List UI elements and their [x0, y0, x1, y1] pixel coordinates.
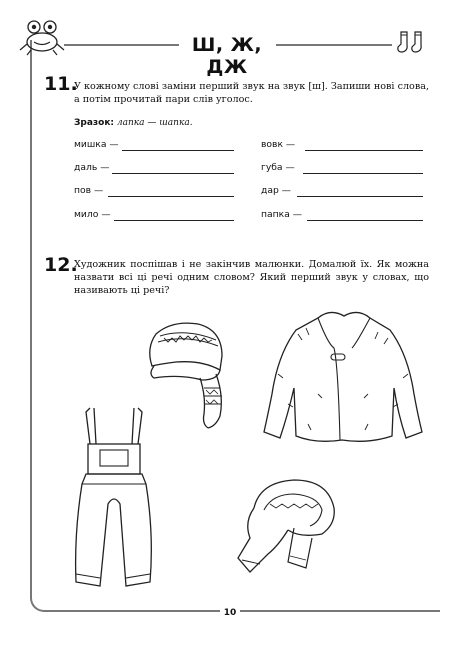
sample-text: лапка — шапка. — [116, 118, 193, 128]
task-12-number: 12. — [44, 254, 78, 276]
answer-blank-dal[interactable] — [112, 173, 234, 174]
word-pov: пов — — [74, 185, 104, 196]
answer-blank-dar[interactable] — [297, 196, 423, 197]
overalls-drawing[interactable] — [64, 404, 164, 596]
word-papka: папка — — [261, 209, 302, 220]
sample-line — [74, 118, 193, 128]
scarf-drawing[interactable] — [230, 468, 348, 578]
page-title: Ш, Ж, ДЖ — [191, 34, 263, 78]
answer-blank-vovk[interactable] — [305, 150, 423, 151]
word-dal: даль — — [74, 162, 110, 173]
word-dar: дар — — [261, 185, 291, 196]
word-guba: губа — — [261, 162, 295, 173]
answer-blank-mishka[interactable] — [122, 150, 234, 151]
page-number: 10 — [220, 608, 240, 622]
answer-blank-papka[interactable] — [307, 220, 423, 221]
task-12-text: Художник поспішав і не закінчив малюнки. Домалюй їх. Як можна назвати всі ці речі одним словом? Який перший звук у словах, що називають ці речі? — [74, 259, 429, 296]
frog-icon — [17, 14, 67, 56]
fur-coat-drawing[interactable] — [258, 304, 428, 448]
task-11-text: У кожному слові заміни перший звук на звук [ш]. Запиши нові слова, а потім прочитай пари слів уголос. — [74, 81, 429, 105]
socks-icon — [396, 30, 430, 56]
task-11-number: 11. — [44, 73, 78, 95]
sample-label: Зразок: — [74, 118, 115, 128]
answer-blank-guba[interactable] — [303, 173, 423, 174]
word-mylo: мило — — [74, 209, 111, 220]
header-rule-right — [276, 44, 392, 46]
answer-blank-pov[interactable] — [108, 196, 234, 197]
word-vovk: вовк — — [261, 139, 296, 150]
header-rule-left — [64, 44, 179, 46]
answer-blank-mylo[interactable] — [114, 220, 234, 221]
word-mishka: мишка — — [74, 139, 119, 150]
